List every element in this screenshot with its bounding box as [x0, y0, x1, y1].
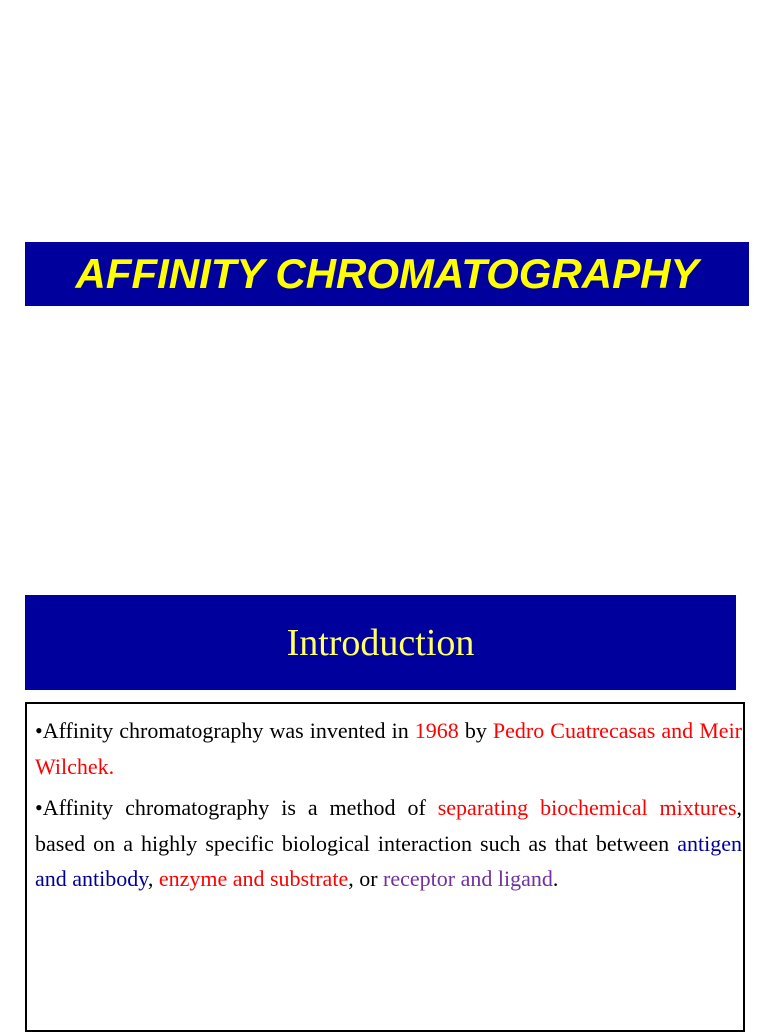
bullet1-text-a: Affinity chromatography was invented in: [42, 718, 415, 743]
bullet1-text-b: by: [458, 718, 493, 743]
example-enzyme-substrate: enzyme and substrate: [158, 866, 349, 891]
bullet-paragraph-1: [35, 713, 742, 784]
bullet2-end: .: [552, 866, 559, 891]
bullet-marker: •: [35, 795, 43, 820]
invention-year: 1968: [414, 718, 459, 743]
separator-2: , or: [348, 866, 384, 891]
title-banner: [25, 242, 749, 306]
separator-1: ,: [147, 866, 159, 891]
content-box: [25, 702, 745, 1032]
slide-title: AFFINITY CHROMATOGRAPHY: [75, 250, 699, 297]
bullet-marker: •: [35, 718, 43, 743]
inventor-names: Pedro Cuatrecasas and Meir Wilchek.: [35, 718, 743, 779]
bullet-paragraph-2: [35, 790, 742, 897]
section-heading: Introduction: [286, 621, 475, 664]
example-antigen-antibody: antigen and antibody: [35, 830, 742, 891]
bullet2-text-a: Affinity chromatography is a method of: [42, 795, 438, 820]
bullet2-text-b: , based on a highly specific biological interaction such as that between: [35, 795, 743, 856]
section-heading-banner: [25, 595, 736, 690]
example-receptor-ligand: receptor and ligand: [383, 866, 553, 891]
highlight-separating-mixtures: separating biochemical mixtures: [437, 795, 737, 820]
